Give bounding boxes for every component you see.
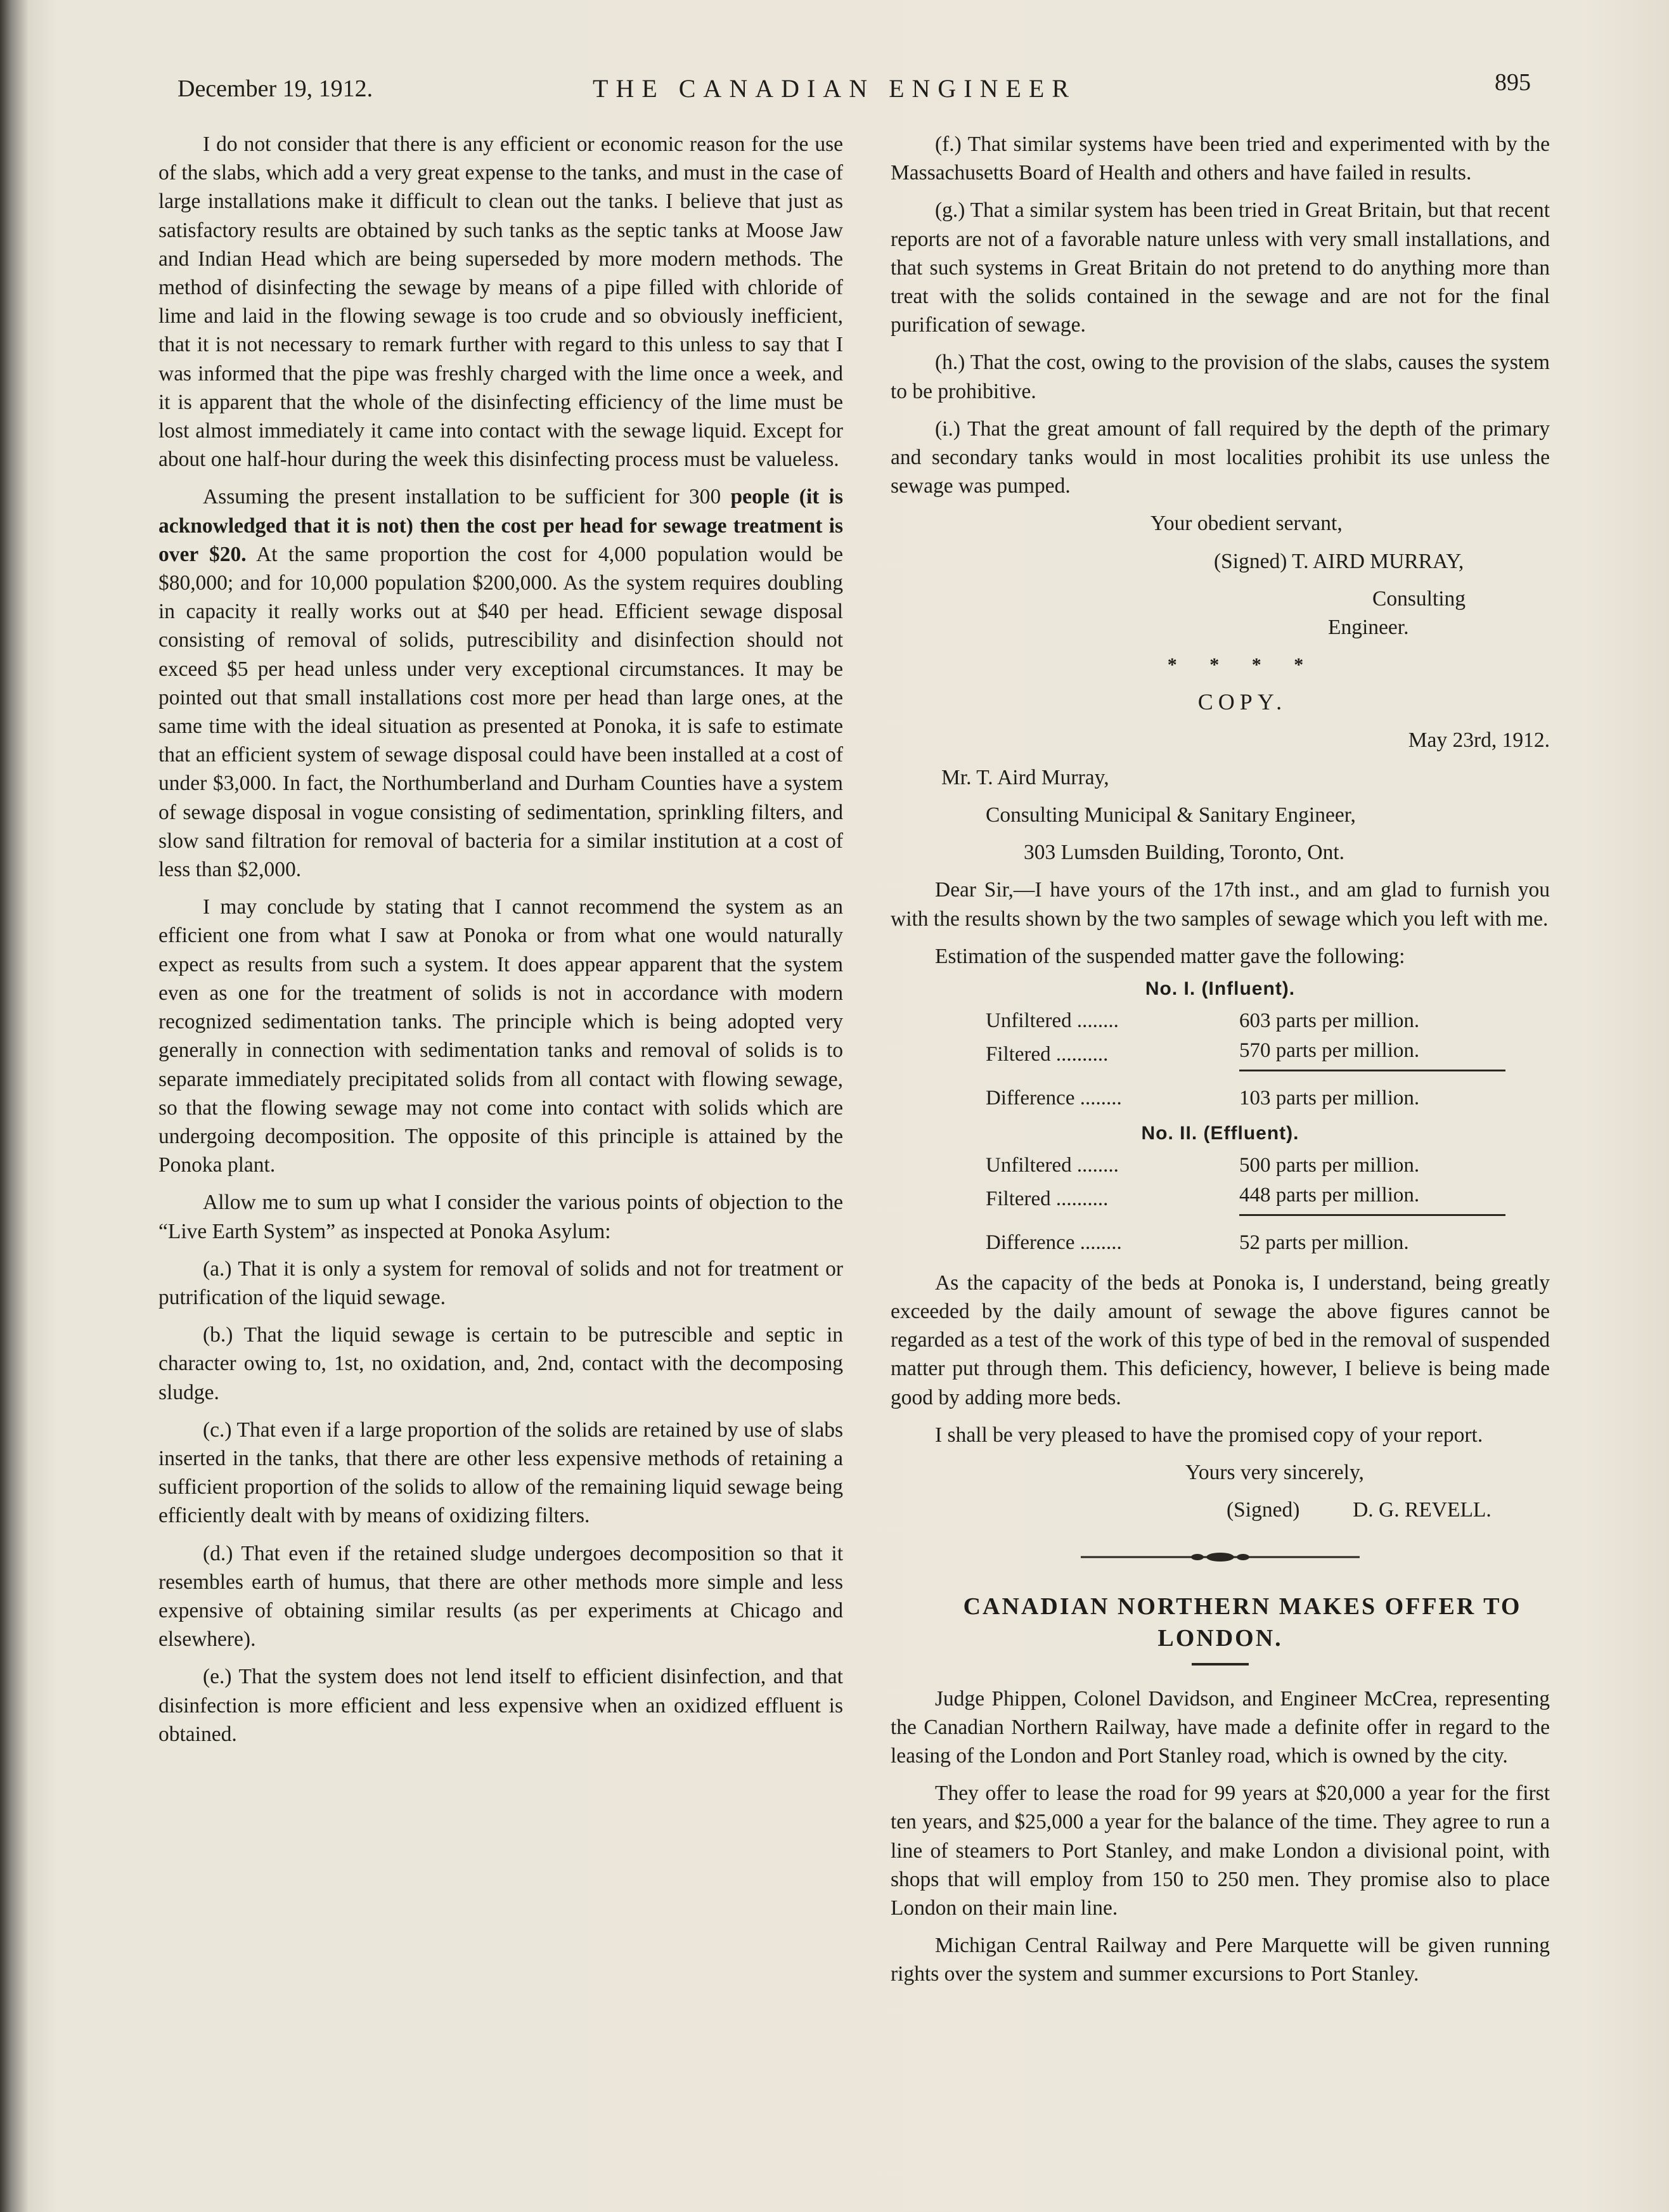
- address-line: Consulting Municipal & Sanitary Engineer,: [986, 803, 1356, 827]
- objection-item: (h.) That the cost, owing to the provision of the slabs, causes the system to be prohibitive.: [891, 351, 1550, 403]
- letter-date: May 23rd, 1912.: [1408, 728, 1550, 752]
- page-number: 895: [1495, 69, 1531, 96]
- article-paragraph: Michigan Central Railway and Pere Marquette will be given running rights over the system and summer excursions to Port Stanley.: [891, 1934, 1550, 1986]
- row-value: 603 parts per million.: [1239, 1009, 1420, 1033]
- row-value: 500 parts per million.: [1239, 1154, 1420, 1177]
- paragraph: [158, 482, 843, 884]
- text-run: Assuming the present installation to be sufficient for 300: [203, 485, 731, 509]
- row-value: 448 parts per million.: [1239, 1181, 1505, 1215]
- row-value: 103 parts per million.: [1239, 1086, 1420, 1109]
- signer-title: Consulting Engineer.: [1328, 586, 1466, 640]
- closing-line: Your obedient servant,: [1150, 512, 1343, 536]
- paragraph: I may conclude by stating that I cannot recommend the system as an efficient one from what I saw at Ponoka or from what one would naturally expect as results from such a system. It does appear apparent that the system even as one for the treatment of solids is not in accordance with modern recognized sedimentation tanks. The principle which is being adopted very generally in connection with sedimentation tanks and removal of solids is to separate immediately precipitated solids from all contact with flowing sewage, so that the flowing sewage may not come into contact with solids which are undergoing decomposition. The opposite of this principle is attained by the Ponoka plant.: [158, 895, 843, 1177]
- address-line: 303 Lumsden Building, Toronto, Ont.: [1024, 841, 1345, 865]
- row-label: Filtered ..........: [986, 1187, 1109, 1210]
- running-header: [0, 68, 1669, 107]
- table-row: [986, 1070, 1505, 1114]
- objection-item: (e.) That the system does not lend itself to efficient disinfection, and that disinfection is more efficient and less expensive when an oxidized effluent is obtained.: [158, 1665, 843, 1746]
- article-title: CANADIAN NORTHERN MAKES OFFER TO LONDON.: [963, 1593, 1522, 1652]
- letter-paragraph: Estimation of the suspended matter gave the following:: [935, 944, 1405, 968]
- letter-paragraph: Dear Sir,—I have yours of the 17th inst., and am glad to furnish you with the results shown by the two samples of sewage which you left with me.: [891, 878, 1550, 931]
- row-value: 52 parts per million.: [1239, 1231, 1409, 1254]
- letter-paragraph: I shall be very pleased to have the promised copy of your report.: [935, 1423, 1483, 1447]
- left-column: [158, 130, 843, 1757]
- table-row: [986, 1181, 1505, 1215]
- emphasized-text: people (it is acknowledged that it is not) then the cost per head for sewage treatment is over $20.: [158, 485, 843, 566]
- signature-line: (Signed) T. AIRD MURRAY,: [1214, 549, 1464, 573]
- objection-item: (d.) That even if the retained sludge undergoes decomposition so that it resembles earth of humus, that there are other methods more simple and less expensive of obtaining similar results (as per experiments at Chicago and elsewhere).: [158, 1541, 843, 1652]
- article-paragraph: Judge Phippen, Colonel Davidson, and Engineer McCrea, representing the Canadian Northern Railway, have made a definite offer in regard to the leasing of the London and Port Stanley road, which is owned by the city.: [891, 1686, 1550, 1768]
- journal-title: THE CANADIAN ENGINEER: [593, 74, 1077, 103]
- section-divider-stars: * * * *: [1167, 654, 1318, 676]
- row-label: Difference ........: [986, 1231, 1122, 1254]
- table-row: [986, 1037, 1505, 1070]
- title-rule: [1192, 1663, 1249, 1665]
- objection-item: (f.) That similar systems have been tried and experimented with by the Massachusetts Board of Health and others and have failed in results.: [891, 133, 1550, 185]
- signature-line: (Signed) D. G. REVELL.: [1227, 1498, 1492, 1522]
- paragraph: I do not consider that there is any efficient or economic reason for the use of the slabs, which add a very great expense to the tanks, and must in the case of large installations make it difficult to clean out the tanks. I believe that just as satisfactory results are obtained by such tanks as the septic tanks at Moose Jaw and Indian Head which are being superseded by more modern methods. The method of disinfecting the sewage by means of a pipe filled with chloride of lime and laid in the flowing sewage is too crude and so obviously inefficient, that it is not necessary to remark further with regard to this unless to say that I was informed that the pipe was freshly charged with the lime once a week, and it is apparent that the whole of the disinfecting efficiency of the lime must be lost almost immediately it came into contact with the sewage liquid. Except for about one half-hour during the week this disinfecting process must be valueless.: [158, 133, 843, 472]
- table-row: [986, 1151, 1505, 1181]
- right-column: [891, 130, 1550, 1998]
- closing-line: Yours very sincerely,: [1185, 1460, 1364, 1484]
- article-paragraph: They offer to lease the road for 99 years at $20,000 a year for the first ten years, and $25,000 a year for the balance of the time. They agree to run a line of steamers to Port Stanley, and make London a divisional point, with shops that will employ from 150 to 250 men. They promise also to place London on their main line.: [891, 1782, 1550, 1920]
- row-label: Difference ........: [986, 1086, 1122, 1109]
- table-heading-influent: No. I. (Influent).: [1145, 978, 1296, 1000]
- objection-item: (i.) That the great amount of fall required by the depth of the primary and secondary tanks would in most localities prohibit its use unless the sewage was pumped.: [891, 417, 1550, 498]
- table-row: [986, 1215, 1505, 1258]
- results-table-influent: [986, 1007, 1505, 1114]
- ornament-divider: [891, 1544, 1550, 1570]
- paragraph: Allow me to sum up what I consider the various points of objection to the “Live Earth System” as inspected at Ponoka Asylum:: [158, 1191, 843, 1243]
- objection-item: (a.) That it is only a system for removal of solids and not for treatment or putrification of the liquid sewage.: [158, 1257, 843, 1309]
- table-row: [986, 1007, 1505, 1037]
- issue-date: December 19, 1912.: [177, 75, 373, 102]
- text-run: At the same proportion the cost for 4,000 population would be $80,000; and for 10,000 population $200,000. As the system requires doubling in capacity it really works out at $40 per head. Efficient sewage disposal consisting of removal of solids, putrescibility and disinfection should not exceed $5 per head unless under very exceptional circumstances. It may be pointed out that small installations cost more per head than large ones, at the same time with the ideal situation as presented at Ponoka, it is safe to estimate that an efficient system of sewage disposal could have been installed at a cost of under $3,000. In fact, the Northumberland and Durham Counties have a system of sewage disposal in vogue consisting of sedimentation, sprinkling filters, and slow sand filtration for removal of bacteria for a similar institution at a cost of less than $2,000.: [158, 542, 843, 882]
- objection-item: (c.) That even if a large proportion of the solids are retained by use of slabs inserted in the tanks, that there are other less expensive methods of retaining a sufficient proportion of the solids to allow of the remaining liquid sewage being efficiently dealt with by means of oxidizing filters.: [158, 1418, 843, 1528]
- address-line: Mr. T. Aird Murray,: [941, 765, 1109, 789]
- copy-heading: COPY.: [1197, 689, 1287, 715]
- row-label: Unfiltered ........: [986, 1154, 1119, 1177]
- row-label: Filtered ..........: [986, 1042, 1109, 1066]
- results-table-effluent: [986, 1151, 1505, 1258]
- objection-item: (g.) That a similar system has been tried in Great Britain, but that recent reports are not of a favorable nature unless with very small installations, and that such systems in Great Britain do not pretend to do anything more than treat with the solids contained in the sewage and are not for the final purification of sewage.: [891, 198, 1550, 337]
- objection-item: (b.) That the liquid sewage is certain to be putrescible and septic in character owing to, 1st, no oxidation, and, 2nd, contact with the decomposing sludge.: [158, 1323, 843, 1404]
- row-label: Unfiltered ........: [986, 1009, 1119, 1033]
- letter-paragraph: As the capacity of the beds at Ponoka is, I understand, being greatly exceeded by the daily amount of sewage the above figures cannot be regarded as a test of the work of this type of bed in the removal of suspended matter put through them. This deficiency, however, I believe is being made good by adding more beds.: [891, 1271, 1550, 1409]
- table-heading-effluent: No. II. (Effluent).: [1141, 1122, 1299, 1144]
- row-value: 570 parts per million.: [1239, 1037, 1505, 1070]
